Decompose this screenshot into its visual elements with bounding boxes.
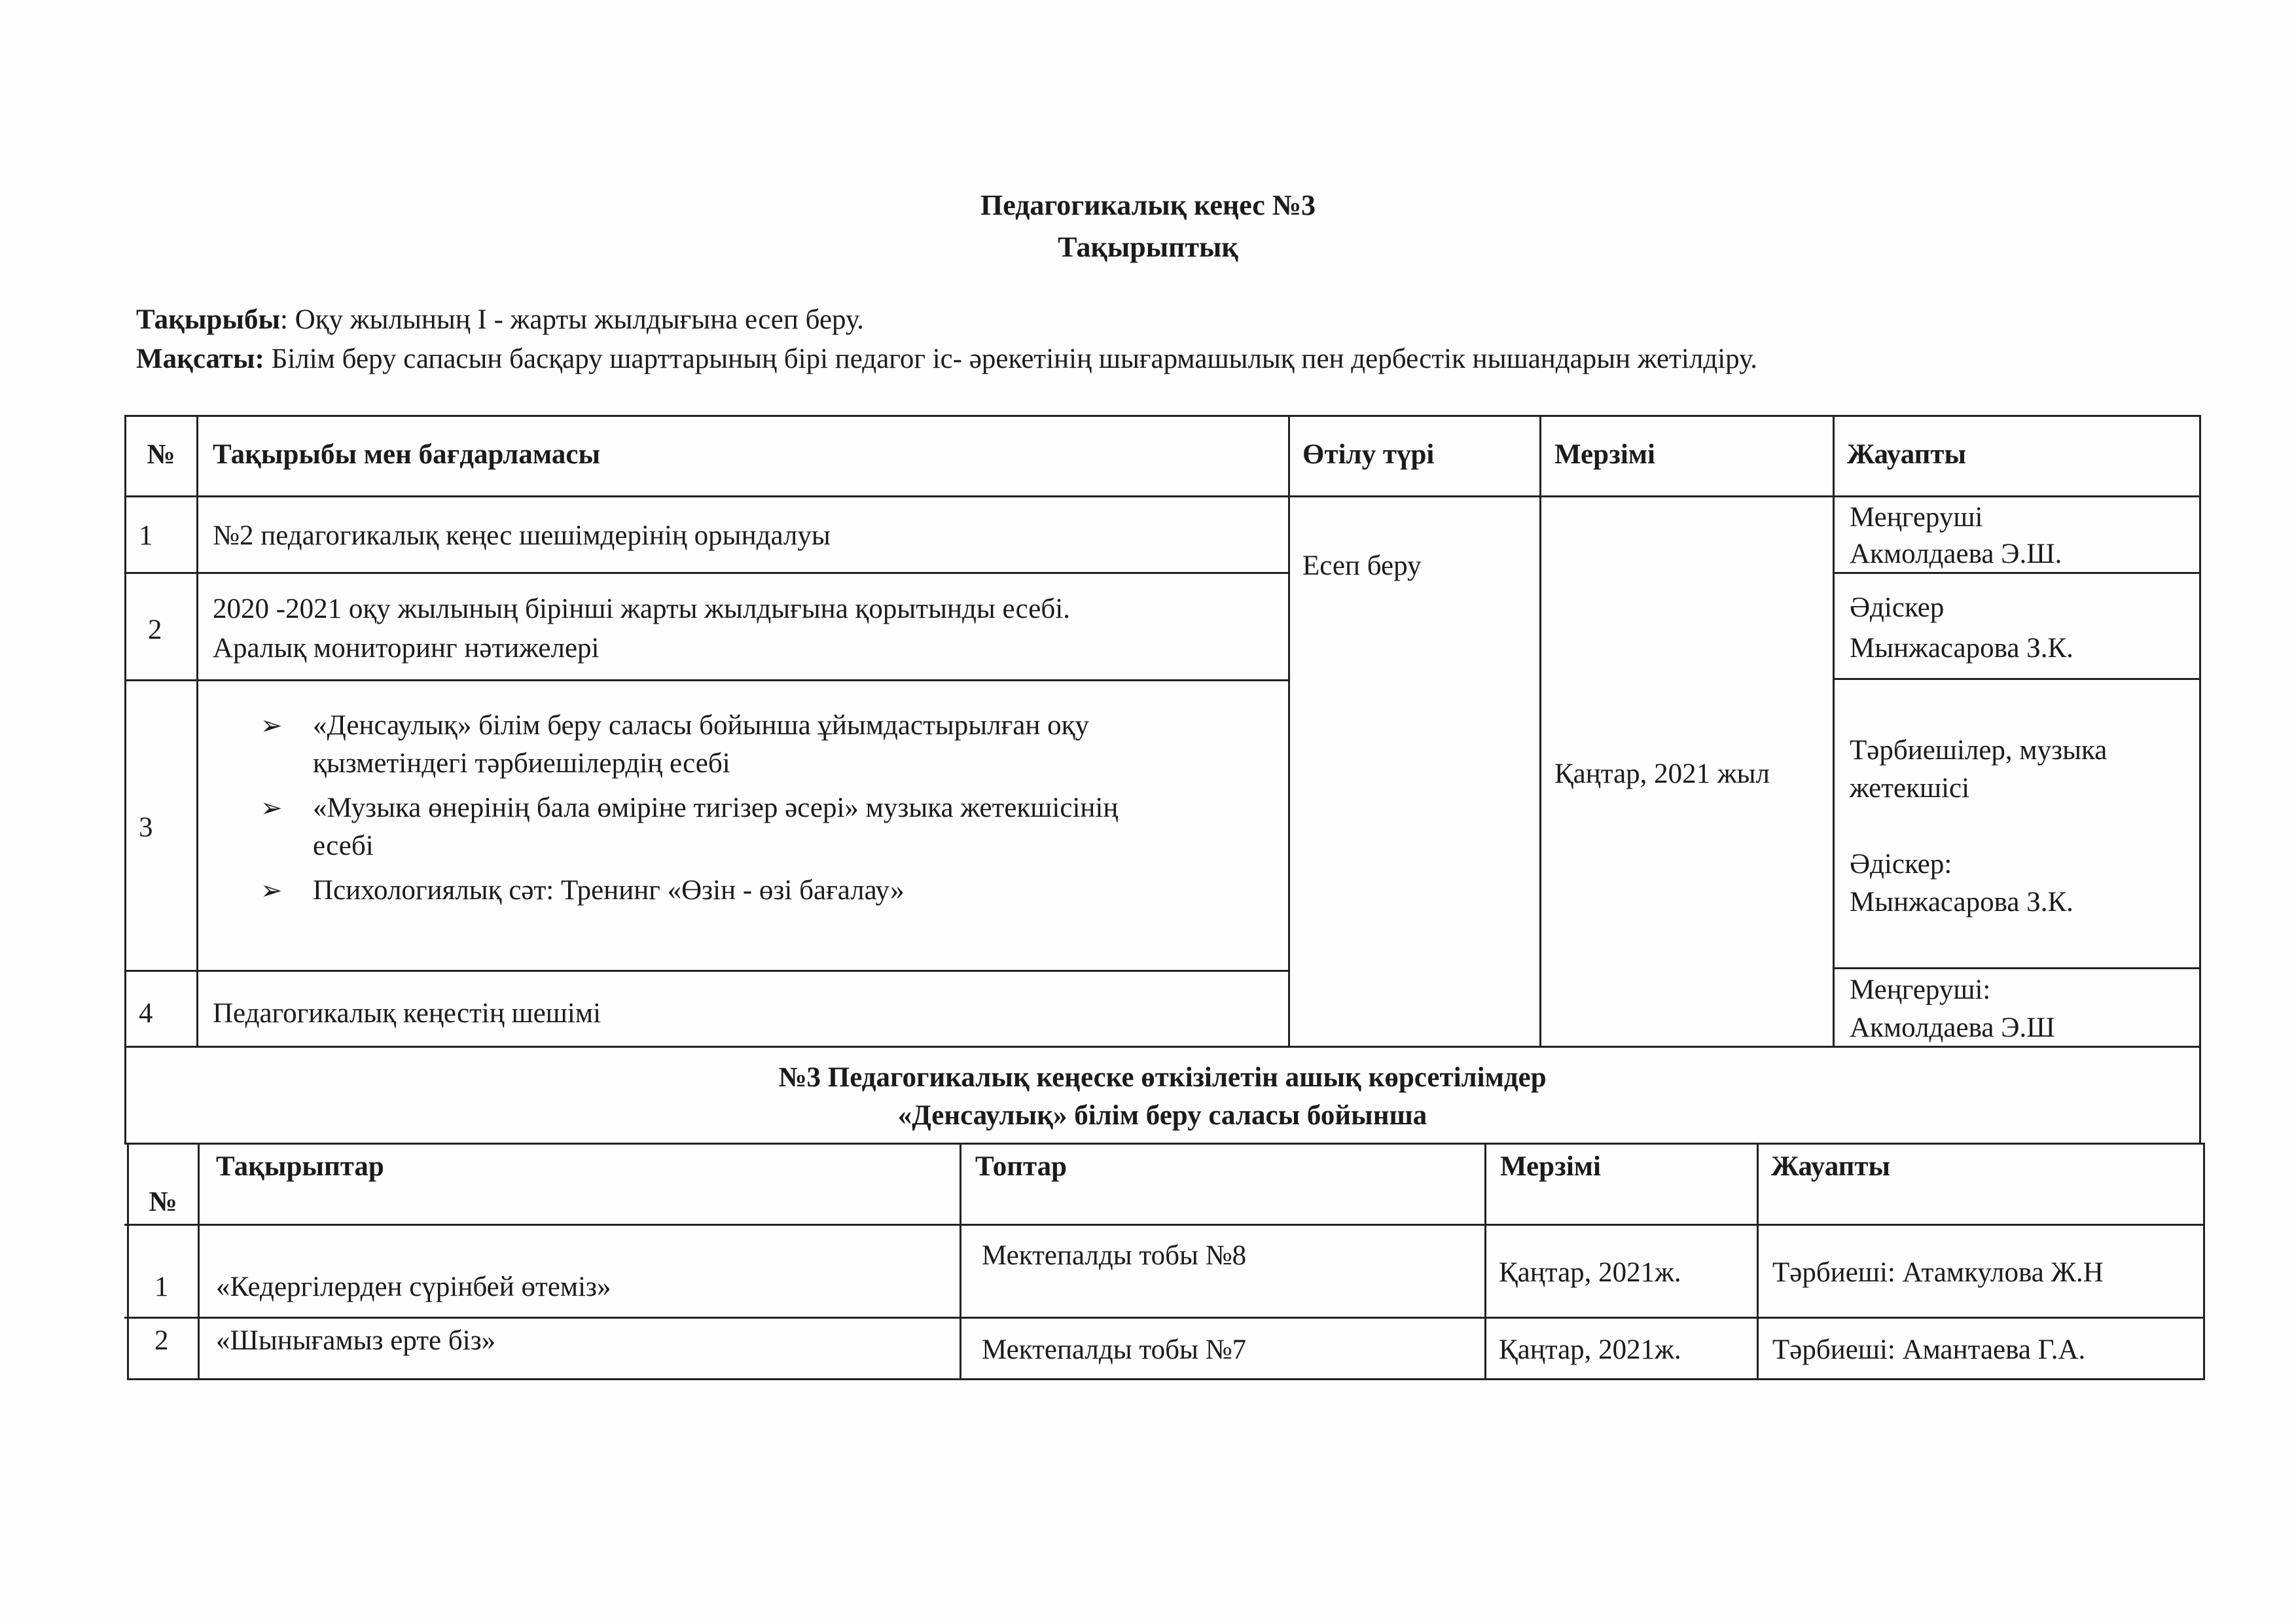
bullet-text-cont: қызметіндегі тәрбиешілердің есебі bbox=[313, 748, 730, 779]
t1-header-form: Өтілу түрі bbox=[1302, 439, 1435, 470]
t1-row2-num: 2 bbox=[148, 615, 162, 645]
t1-row3-bullets bbox=[260, 707, 1282, 910]
t2-row1-topic: «Кедергілерден сүрінбей өтеміз» bbox=[216, 1272, 611, 1302]
topic-line bbox=[136, 304, 864, 336]
bullet-text: Психологиялық сәт: Тренинг «Өзін - өзі бағалау» bbox=[313, 875, 905, 906]
t1-row2-resp-role: Әдіскер bbox=[1850, 592, 1945, 623]
bullet-text: «Денсаулық» білім беру саласы бойынша ұйымдастырылған оқу bbox=[313, 710, 1089, 741]
t1-row3-resp-line3: Әдіскер: bbox=[1850, 849, 1952, 880]
t2-row2-group: Мектепалды тобы №7 bbox=[982, 1334, 1247, 1365]
t1-row1-topic: №2 педагогикалық кеңес шешімдерінің орындалуы bbox=[213, 520, 831, 551]
t2-row2-resp: Тәрбиеші: Амантаева Г.А. bbox=[1772, 1334, 2086, 1365]
bullet-item bbox=[260, 872, 1282, 910]
t1-row2-topic-line1: 2020 -2021 оқу жылының бірінші жарты жылдығына қорытынды есебі. bbox=[213, 594, 1070, 624]
t2-row1-resp: Тәрбиеші: Атамкулова Ж.Н bbox=[1772, 1257, 2104, 1288]
t2-row2-topic: «Шынығамыз ерте біз» bbox=[216, 1325, 496, 1356]
bullet-item bbox=[260, 707, 1282, 783]
t1-row2-resp-name: Мынжасарова З.К. bbox=[1850, 633, 2073, 664]
bullet-list bbox=[260, 707, 1282, 910]
t1-row3-resp-line2: жетекшісі bbox=[1850, 773, 1970, 804]
topic-value: : Оқу жылының І - жарты жылдығына есеп беру. bbox=[280, 304, 864, 335]
t2-header-date: Мерзімі bbox=[1500, 1151, 1602, 1182]
t1-header-topic: Тақырыбы мен бағдарламасы bbox=[213, 439, 601, 470]
t1-row3-resp-line4: Мынжасарова З.К. bbox=[1850, 887, 2073, 918]
t1-row4-topic: Педагогикалық кеңестің шешімі bbox=[213, 998, 601, 1029]
goal-label: Мақсаты: bbox=[136, 344, 264, 374]
topic-label: Тақырыбы bbox=[136, 304, 281, 335]
t1-row4-num: 4 bbox=[139, 998, 153, 1029]
bullet-item bbox=[260, 789, 1282, 865]
t2-row1-num: 1 bbox=[154, 1272, 169, 1302]
t1-row1-resp-name: Акмолдаева Э.Ш. bbox=[1850, 539, 2062, 569]
t2-header-resp: Жауапты bbox=[1771, 1151, 1891, 1182]
t2-row2-num: 2 bbox=[154, 1325, 169, 1356]
goal-line bbox=[136, 343, 1757, 375]
t1-row1-num: 1 bbox=[139, 520, 153, 551]
t1-header-resp: Жауапты bbox=[1847, 439, 1967, 470]
bullet-text-cont: есебі bbox=[313, 830, 374, 861]
page-title: Педагогикалық кеңес №3 bbox=[980, 189, 1316, 221]
t1-header-date: Мерзімі bbox=[1554, 439, 1656, 470]
page-subtitle: Тақырыптық bbox=[1058, 231, 1238, 263]
section2-title-line1: №3 Педагогикалық кеңеске өткізілетін ашық көрсетілімдер bbox=[778, 1062, 1547, 1093]
t1-header-num: № bbox=[147, 439, 175, 470]
t2-row1-date: Қаңтар, 2021ж. bbox=[1499, 1257, 1681, 1288]
t2-row1-group: Мектепалды тобы №8 bbox=[982, 1240, 1247, 1271]
t2-header-topic: Тақырыптар bbox=[216, 1151, 384, 1182]
t1-form-value: Есеп беру bbox=[1302, 550, 1422, 581]
arrowhead-bullet-icon: ➢ bbox=[260, 711, 283, 740]
bullet-text: «Музыка өнерінің бала өміріне тигізер әсері» музыка жетекшісінің bbox=[313, 793, 1119, 823]
arrowhead-bullet-icon: ➢ bbox=[260, 876, 283, 905]
t1-row3-resp-line1: Тәрбиешілер, музыка bbox=[1850, 735, 2108, 766]
t1-row1-resp-role: Меңгеруші bbox=[1850, 502, 1983, 533]
t2-header-group: Топтар bbox=[975, 1151, 1067, 1182]
t2-row2-date: Қаңтар, 2021ж. bbox=[1499, 1334, 1681, 1365]
t2-header-num: № bbox=[149, 1186, 177, 1217]
t1-date-value: Қаңтар, 2021 жыл bbox=[1554, 758, 1770, 789]
goal-value: Білім беру сапасын басқару шарттарының бірі педагог іс- әрекетінің шығармашылық пен дербестік нышандарын жетілдіру. bbox=[264, 344, 1758, 374]
t1-row3-num: 3 bbox=[139, 812, 153, 843]
arrowhead-bullet-icon: ➢ bbox=[260, 793, 283, 823]
t1-row4-resp-name: Акмолдаева Э.Ш bbox=[1850, 1012, 2055, 1043]
section2-title-line2: «Денсаулық» білім беру саласы бойынша bbox=[897, 1100, 1427, 1131]
t1-row2-topic-line2: Аралық мониторинг нәтижелері bbox=[213, 633, 600, 664]
t1-row4-resp-role: Меңгеруші: bbox=[1850, 974, 1991, 1005]
